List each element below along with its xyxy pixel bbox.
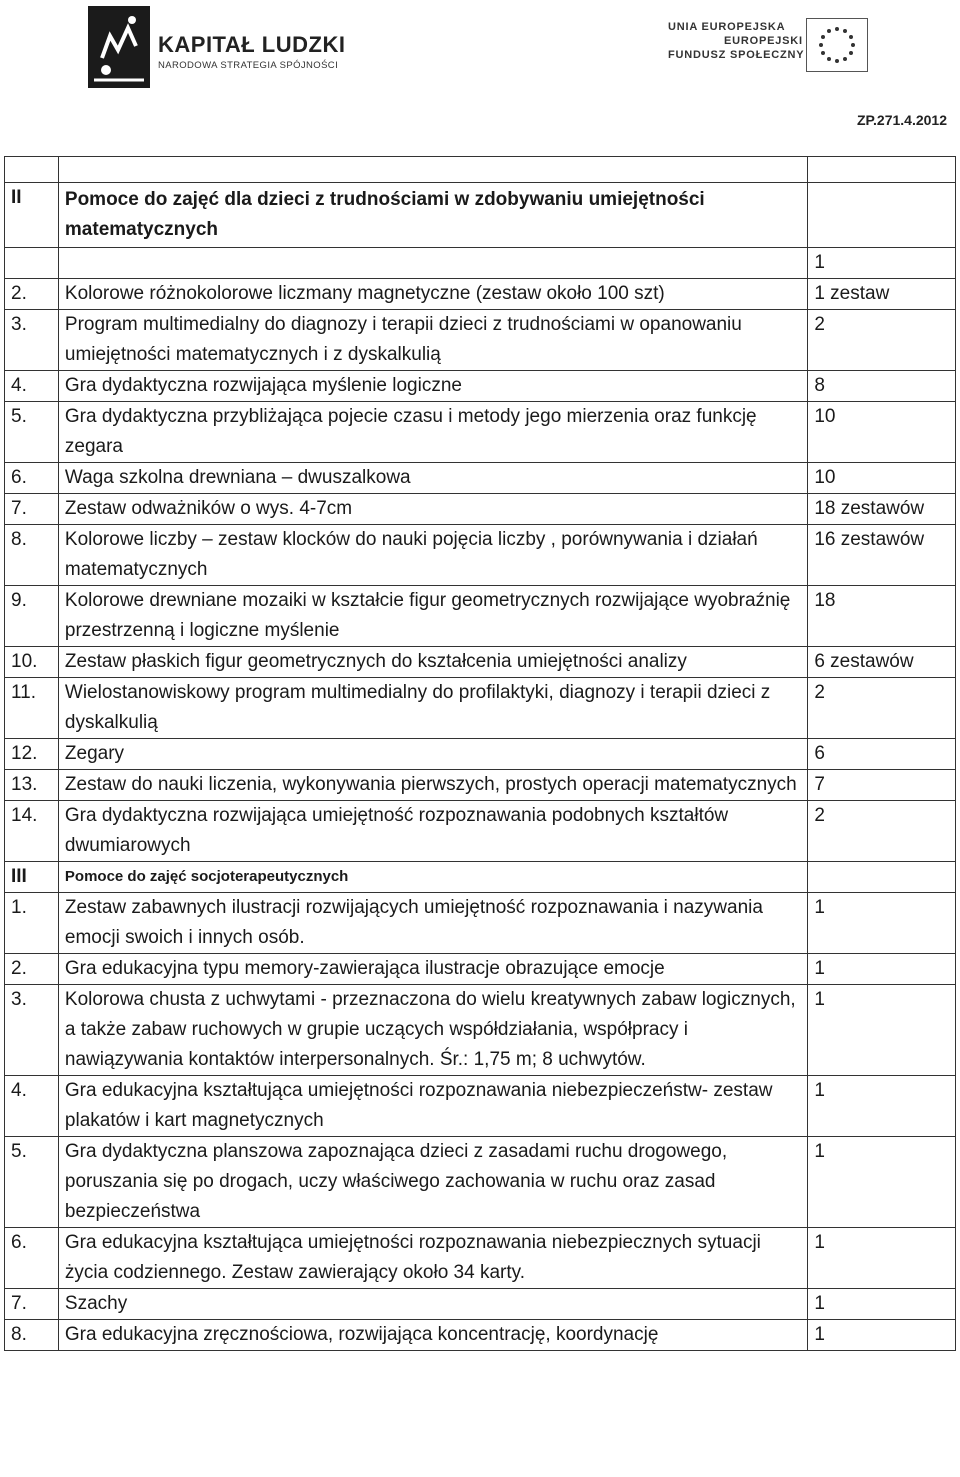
table-row [5, 770, 956, 801]
item-number: 4. [5, 1076, 59, 1137]
item-description: Zestaw zabawnych ilustracji rozwijających umiejętność rozpoznawania i nazywania emocji swoich i innych osób. [58, 893, 807, 954]
item-quantity: 2 [808, 678, 956, 739]
item-number: 3. [5, 310, 59, 371]
table-row [5, 525, 956, 586]
item-description: Kolorowe liczby – zestaw klocków do nauki pojęcia liczby , porównywania i działań matematycznych [58, 525, 807, 586]
item-number: 2. [5, 279, 59, 310]
item-number: 10. [5, 647, 59, 678]
item-number: 6. [5, 463, 59, 494]
item-number: 4. [5, 371, 59, 402]
section-number: III [5, 862, 59, 893]
item-description: Kolorowe różnokolorowe liczmany magnetyczne (zestaw około 100 szt) [58, 279, 807, 310]
item-quantity: 1 [808, 985, 956, 1076]
item-number [5, 248, 59, 279]
eu-flag-icon [806, 18, 868, 72]
section-number: II [5, 183, 59, 248]
table-row [5, 954, 956, 985]
table-row [5, 494, 956, 525]
blank-cell [58, 157, 807, 183]
item-number: 5. [5, 1137, 59, 1228]
blank-cell [808, 157, 956, 183]
eu-logo-line-3: FUNDUSZ SPOŁECZNY [668, 49, 805, 61]
blank-cell [5, 157, 59, 183]
table-row [5, 647, 956, 678]
table-row [5, 1289, 956, 1320]
item-description: Gra dydaktyczna rozwijająca umiejętność rozpoznawania podobnych kształtów dwumiarowych [58, 801, 807, 862]
table-row [5, 1076, 956, 1137]
item-number: 6. [5, 1228, 59, 1289]
eu-logo-line-1: UNIA EUROPEJSKA [668, 21, 786, 33]
item-quantity: 1 [808, 1076, 956, 1137]
item-quantity: 2 [808, 801, 956, 862]
item-description: Gra edukacyjna zręcznościowa, rozwijająca koncentrację, koordynację [58, 1320, 807, 1351]
item-number: 7. [5, 494, 59, 525]
item-quantity: 1 [808, 1137, 956, 1228]
item-number: 14. [5, 801, 59, 862]
eu-logo [668, 16, 868, 76]
item-quantity: 1 [808, 248, 956, 279]
item-number: 1. [5, 893, 59, 954]
item-number: 9. [5, 586, 59, 647]
item-description: Gra dydaktyczna rozwijająca myślenie logiczne [58, 371, 807, 402]
item-quantity: 18 [808, 586, 956, 647]
table-row [5, 371, 956, 402]
kapital-ludzki-logo [88, 6, 358, 94]
item-number: 2. [5, 954, 59, 985]
item-quantity: 2 [808, 310, 956, 371]
section-header-row [5, 183, 956, 248]
eu-logo-line-2: EUROPEJSKI [724, 35, 803, 47]
items-table [4, 156, 956, 1351]
item-description: Zestaw odważników o wys. 4-7cm [58, 494, 807, 525]
item-description: Waga szkolna drewniana – dwuszalkowa [58, 463, 807, 494]
item-description: Zegary [58, 739, 807, 770]
logo-left-title: KAPITAŁ LUDZKI [158, 32, 346, 57]
item-description: Gra edukacyjna kształtująca umiejętności rozpoznawania niebezpieczeństw- zestaw plakatów i kart magnetycznych [58, 1076, 807, 1137]
item-number: 11. [5, 678, 59, 739]
section-qty-cell [808, 862, 956, 893]
table-row [5, 985, 956, 1076]
page-header [0, 0, 960, 128]
table-row [5, 402, 956, 463]
item-quantity: 1 [808, 954, 956, 985]
table-row [5, 893, 956, 954]
item-description: Kolorowe drewniane mozaiki w kształcie figur geometrycznych rozwijające wyobraźnię przestrzenną i logiczne myślenie [58, 586, 807, 647]
item-number: 3. [5, 985, 59, 1076]
table-row [5, 739, 956, 770]
item-description: Kolorowa chusta z uchwytami - przeznaczona do wielu kreatywnych zabaw logicznych, a także zabaw ruchowych w grupie uczących współdziałania, współpracy i nawiązywania kontaktów interpersonalnych. Śr.: 1,75 m; 8 uchwytów. [58, 985, 807, 1076]
table-row [5, 801, 956, 862]
logo-left-subtitle: NARODOWA STRATEGIA SPÓJNOŚCI [158, 60, 339, 71]
item-number: 5. [5, 402, 59, 463]
item-quantity: 10 [808, 463, 956, 494]
item-quantity: 1 [808, 1320, 956, 1351]
section-title: Pomoce do zajęć socjoterapeutycznych [58, 862, 807, 893]
table-row [5, 678, 956, 739]
item-number: 8. [5, 1320, 59, 1351]
item-description: Zestaw płaskich figur geometrycznych do kształcenia umiejętności analizy [58, 647, 807, 678]
item-description [58, 248, 807, 279]
item-quantity: 1 [808, 1228, 956, 1289]
item-description: Gra edukacyjna typu memory-zawierająca ilustracje obrazujące emocje [58, 954, 807, 985]
eu-logo-text [668, 20, 804, 62]
item-number: 13. [5, 770, 59, 801]
item-description: Gra dydaktyczna planszowa zapoznająca dzieci z zasadami ruchu drogowego, poruszania się po drogach, uczy właściwego zachowania w ruchu oraz zasad bezpieczeństwa [58, 1137, 807, 1228]
item-number: 8. [5, 525, 59, 586]
item-number: 12. [5, 739, 59, 770]
item-quantity: 16 zestawów [808, 525, 956, 586]
item-quantity: 1 zestaw [808, 279, 956, 310]
item-description: Zestaw do nauki liczenia, wykonywania pierwszych, prostych operacji matematycznych [58, 770, 807, 801]
item-quantity: 1 [808, 1289, 956, 1320]
table-row [5, 463, 956, 494]
section-qty-cell [808, 183, 956, 248]
table-row [5, 586, 956, 647]
table-row [5, 279, 956, 310]
document-reference: ZP.271.4.2012 [856, 112, 947, 128]
item-description: Wielostanowiskowy program multimedialny do profilaktyki, diagnozy i terapii dzieci z dyskalkulią [58, 678, 807, 739]
table-row [5, 310, 956, 371]
table-row [5, 1228, 956, 1289]
table-row [5, 248, 956, 279]
item-description: Szachy [58, 1289, 807, 1320]
item-quantity: 6 zestawów [808, 647, 956, 678]
table-blank-row [5, 157, 956, 183]
section-title: Pomoce do zajęć dla dzieci z trudnościami w zdobywaniu umiejętności matematycznych [58, 183, 807, 248]
item-quantity: 8 [808, 371, 956, 402]
item-description: Gra edukacyjna kształtująca umiejętności rozpoznawania niebezpiecznych sytuacji życia codziennego. Zestaw zawierający około 34 karty. [58, 1228, 807, 1289]
item-quantity: 6 [808, 739, 956, 770]
item-quantity: 18 zestawów [808, 494, 956, 525]
items-table-body [5, 157, 956, 1351]
section-header-row [5, 862, 956, 893]
item-description: Gra dydaktyczna przybliżająca pojecie czasu i metody jego mierzenia oraz funkcję zegara [58, 402, 807, 463]
kapital-ludzki-emblem-icon [88, 6, 150, 88]
item-quantity: 1 [808, 893, 956, 954]
table-row [5, 1137, 956, 1228]
item-description: Program multimedialny do diagnozy i terapii dzieci z trudnościami w opanowaniu umiejętności matematycznych i z dyskalkulią [58, 310, 807, 371]
item-quantity: 7 [808, 770, 956, 801]
item-number: 7. [5, 1289, 59, 1320]
table-row [5, 1320, 956, 1351]
item-quantity: 10 [808, 402, 956, 463]
